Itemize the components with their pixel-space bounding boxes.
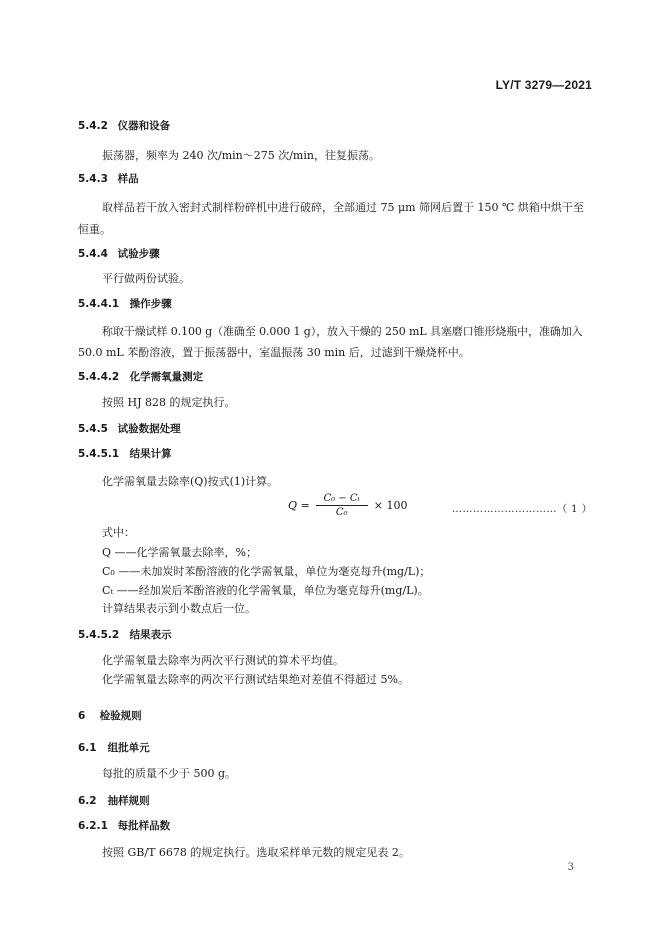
section-title: 结果表示 (129, 629, 172, 641)
section-title: 试验数据处理 (117, 423, 181, 435)
formula-number: …………………………（ 1 ） (452, 504, 593, 515)
paragraph-sample-line1: 取样品若干放入密封式制样粉碎机中进行破碎，全部通过 75 μm 筛网后置于 150 ℃ 烘箱中烘干至 (102, 201, 584, 214)
section-title: 样品 (117, 173, 139, 185)
paragraph-batch-unit: 每批的质量不少于 500 g。 (102, 767, 237, 780)
section-5-4-5-heading (78, 421, 181, 436)
formula-numerator: C₀ − Cₜ (323, 493, 360, 504)
paragraph-sample-count: 按照 GB/T 6678 的规定执行。选取采样单元数的规定见表 2。 (102, 846, 410, 859)
section-number: 5.4.3 (78, 173, 108, 185)
section-5-4-4-2-heading (78, 369, 203, 384)
section-title: 组批单元 (107, 742, 150, 754)
section-number: 5.4.4 (78, 248, 108, 260)
section-number: 6 (78, 710, 86, 722)
paragraph-result-line2: 化学需氧量去除率的两次平行测试结果绝对差值不得超过 5%。 (102, 673, 409, 686)
section-number: 6.2 (78, 795, 97, 807)
section-5-4-4-heading (78, 246, 160, 261)
paragraph-operation-line1: 称取干燥试样 0.100 g（准确至 0.000 1 g），放入干燥的 250 mL 具塞磨口锥形烧瓶中，准确加入 (102, 325, 583, 338)
section-5-4-5-2-heading (78, 627, 172, 642)
page-number: 3 (567, 862, 574, 873)
standard-code-header: LY/T 3279—2021 (495, 78, 592, 92)
definition-ct: Cₜ ——经加炭后苯酚溶液的化学需氧量，单位为毫克每升(mg/L)。 (102, 584, 429, 597)
section-6-2-1-heading (78, 818, 170, 833)
paragraph-cod-measurement: 按照 HJ 828 的规定执行。 (102, 396, 236, 409)
section-title: 检验规则 (99, 710, 142, 722)
paragraph-instrument: 振荡器，频率为 240 次/min～275 次/min，往复振荡。 (102, 149, 380, 162)
section-number: 5.4.5 (78, 423, 108, 435)
section-number: 5.4.4.1 (78, 298, 120, 310)
definition-q: Q ——化学需氧量去除率，%； (102, 546, 257, 559)
formula-denominator: C₀ (335, 507, 348, 518)
formula-rhs: × 100 (373, 499, 408, 512)
formula-lhs: Q = (288, 499, 310, 512)
paragraph-result-line1: 化学需氧量去除率为两次平行测试的算术平均值。 (102, 654, 344, 667)
section-number: 5.4.5.1 (78, 448, 120, 460)
formula-removal-rate (288, 493, 407, 518)
section-number: 6.2.1 (78, 820, 108, 832)
paragraph-procedure: 平行做两份试验。 (102, 272, 190, 285)
section-title: 化学需氧量测定 (129, 371, 204, 383)
section-5-4-2-heading (78, 118, 170, 133)
section-title: 结果计算 (129, 448, 172, 460)
paragraph-operation-line2: 50.0 mL 苯酚溶液，置于振荡器中，室温振荡 30 min 后，过滤到干燥烧杯中。 (78, 346, 470, 359)
section-title: 仪器和设备 (117, 120, 171, 132)
section-number: 5.4.5.2 (78, 629, 120, 641)
section-number: 5.4.4.2 (78, 371, 120, 383)
fraction-bar (316, 505, 368, 506)
section-title: 试验步骤 (117, 248, 160, 260)
section-number: 5.4.2 (78, 120, 108, 132)
paragraph-calc-intro: 化学需氧量去除率(Q)按式(1)计算。 (102, 475, 279, 488)
formula-fraction (316, 493, 368, 518)
section-6-2-heading (78, 793, 150, 808)
paragraph-sample-line2: 恒重。 (78, 223, 111, 236)
section-5-4-3-heading (78, 171, 139, 186)
paragraph-rounding: 计算结果表示到小数点后一位。 (102, 602, 256, 615)
section-6-1-heading (78, 740, 150, 755)
definition-c0: C₀ ——未加炭时苯酚溶液的化学需氧量，单位为毫克每升(mg/L)； (102, 565, 431, 578)
section-title: 每批样品数 (117, 820, 171, 832)
section-title: 抽样规则 (107, 795, 150, 807)
section-title: 操作步骤 (129, 298, 172, 310)
section-5-4-5-1-heading (78, 446, 172, 461)
section-6-heading (78, 708, 142, 723)
where-label: 式中： (102, 526, 135, 539)
section-5-4-4-1-heading (78, 296, 172, 311)
section-number: 6.1 (78, 742, 97, 754)
